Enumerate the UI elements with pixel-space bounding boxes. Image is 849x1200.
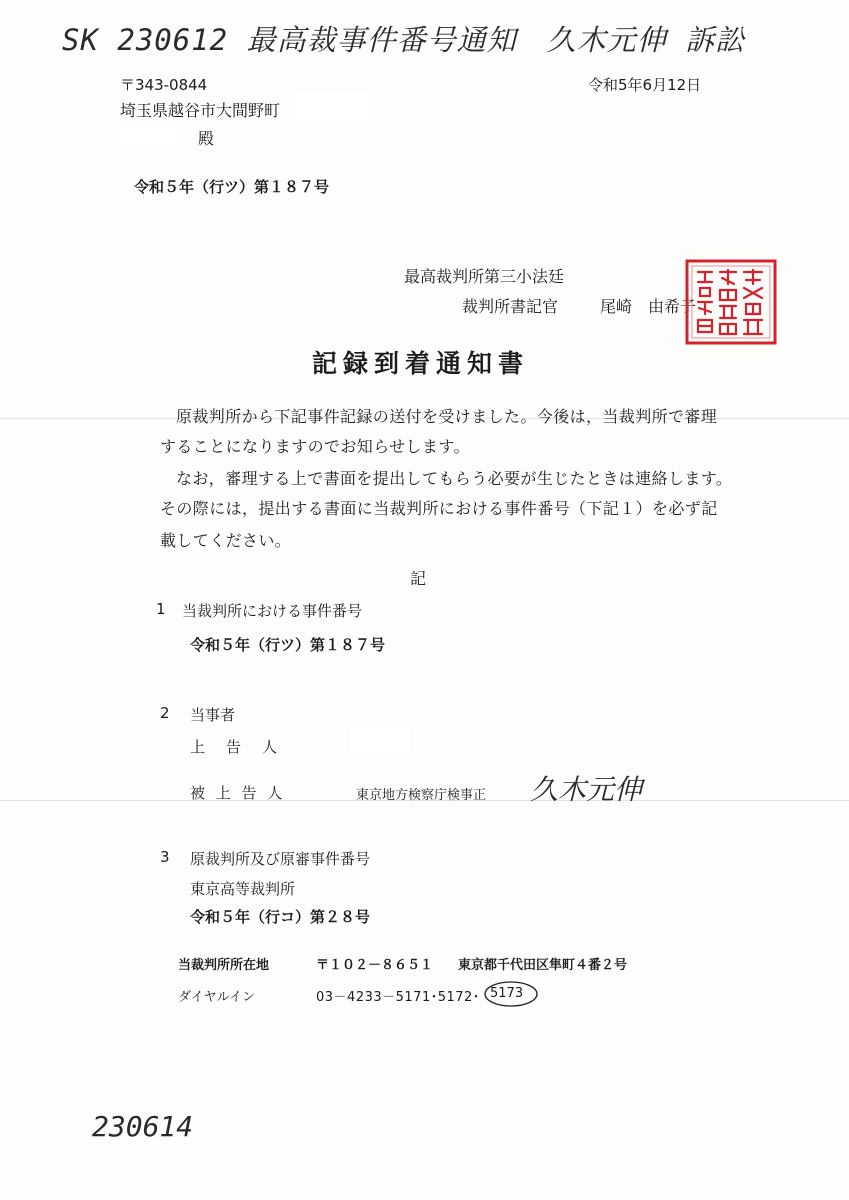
recipient-honorific: 殿 bbox=[198, 129, 215, 148]
handwritten-header-note: SK 230612 最高裁事件番号通知 久木元伸 訴訟 bbox=[62, 23, 746, 57]
item3-number: 3 bbox=[160, 848, 170, 866]
ki-heading: 記 bbox=[410, 569, 427, 588]
sender-court: 最高裁判所第三小法廷 bbox=[404, 267, 565, 286]
item3-court: 東京高等裁判所 bbox=[190, 880, 296, 898]
body-paragraph-line: 原裁判所から下記事件記録の送付を受けました。今後は，当裁判所で審理 bbox=[176, 407, 718, 426]
handwritten-footer-note: 230614 bbox=[92, 1110, 194, 1143]
appellee-label: 被 上 告 人 bbox=[190, 784, 286, 802]
recipient-address: 埼玉県越谷市大間野町 bbox=[120, 101, 281, 120]
sender-clerk-name: 尾崎 由希子 bbox=[600, 297, 697, 316]
item1-value: 令和５年（行ツ）第１８７号 bbox=[190, 636, 386, 654]
body-paragraph-line: することになりますのでお知らせします。 bbox=[160, 437, 470, 456]
hand-drawn-circle bbox=[482, 978, 540, 1010]
appellee-value: 東京地方検察庁検事正 bbox=[356, 788, 487, 803]
item3-label: 原裁判所及び原審事件番号 bbox=[190, 850, 371, 868]
appellant-label: 上 告 人 bbox=[190, 738, 281, 756]
item3-case-number: 令和５年（行コ）第２８号 bbox=[190, 908, 371, 926]
redacted-name-area bbox=[120, 122, 182, 150]
body-paragraph-line: なお，審理する上で書面を提出してもらう必要が生じたときは連絡します。 bbox=[176, 469, 733, 488]
court-postal-code: 〒１０２－８６５１ bbox=[316, 958, 434, 973]
redacted-address-area bbox=[296, 92, 368, 120]
dial-in-label: ダイヤルイン bbox=[178, 990, 255, 1005]
circled-phone-extension: 5173 bbox=[490, 986, 524, 1001]
item1-label: 当裁判所における事件番号 bbox=[182, 602, 363, 620]
case-number-reference: 令和５年（行ツ）第１８７号 bbox=[134, 178, 330, 196]
recipient-postal-code: 〒343-0844 bbox=[120, 76, 208, 94]
redacted-appellant-name bbox=[350, 728, 410, 754]
document-title: 記録到着通知書 bbox=[312, 349, 530, 378]
handwritten-respondent-name: 久木元伸 bbox=[530, 773, 643, 806]
document-date: 令和5年6月12日 bbox=[588, 76, 702, 94]
sender-clerk-title: 裁判所書記官 bbox=[462, 297, 559, 316]
court-location-label: 当裁判所所在地 bbox=[178, 958, 270, 973]
item2-number: 2 bbox=[160, 704, 170, 722]
court-address: 東京都千代田区隼町４番２号 bbox=[458, 958, 628, 973]
body-paragraph-line: その際には，提出する書面に当裁判所における事件番号（下記１）を必ず記 bbox=[160, 499, 718, 518]
body-paragraph-line: 載してください。 bbox=[160, 531, 292, 550]
item1-number: 1 bbox=[156, 600, 166, 618]
item2-label: 当事者 bbox=[190, 706, 236, 724]
phone-numbers: 03－4233－5171･5172･ bbox=[316, 990, 480, 1005]
court-seal-stamp bbox=[684, 258, 778, 346]
